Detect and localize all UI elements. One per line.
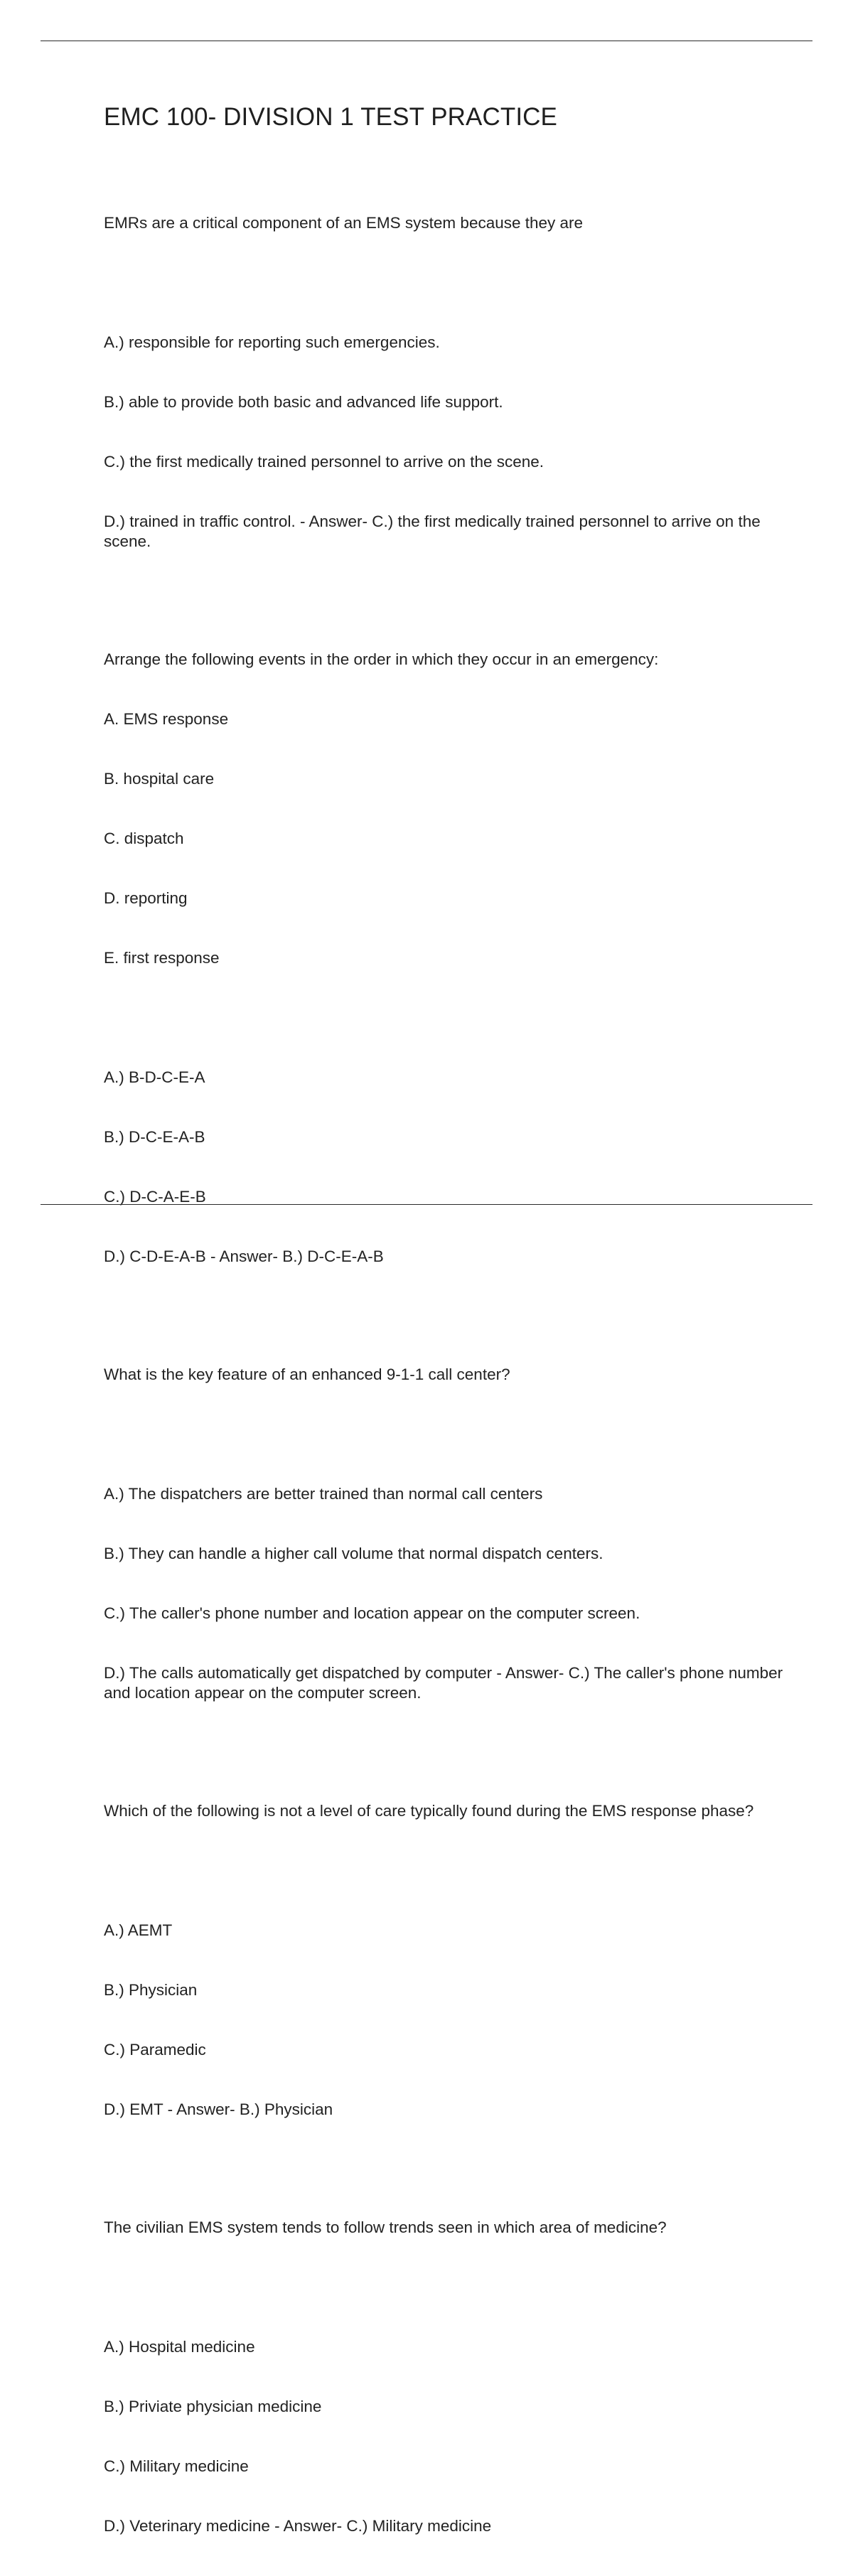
event-item: B. hospital care (104, 770, 215, 788)
spacer (104, 273, 786, 293)
answer-option: B.) They can handle a higher call volume that normal dispatch centers. (104, 1545, 603, 1562)
answer-option: B.) Physician (104, 1981, 198, 1999)
spacer (104, 1861, 786, 1881)
document-title: EMC 100- DIVISION 1 TEST PRACTICE (104, 103, 557, 131)
question-text: What is the key feature of an enhanced 9-1-1 call center? (104, 1365, 510, 1383)
question-text: EMRs are a critical component of an EMS system because they are (104, 214, 584, 232)
event-item: C. dispatch (104, 830, 184, 847)
document-body (104, 100, 786, 2576)
answer-option: C.) D-C-A-E-B (104, 1188, 206, 1206)
question-block (104, 173, 786, 591)
question-text: Arrange the following events in the order in which they occur in an emergency: (104, 650, 659, 668)
answer-option: A.) AEMT (104, 1921, 173, 1939)
answer-option: A.) Hospital medicine (104, 2338, 255, 2356)
answer-option: C.) the first medically trained personnel to arrive on the scene. (104, 453, 544, 471)
spacer (104, 2277, 786, 2297)
answer-option-with-answer: D.) The calls automatically get dispatched by computer - Answer- C.) The caller's phone number and location appear on the computer screen. (104, 1664, 788, 1702)
question-block (104, 1761, 786, 2159)
answer-option: B.) D-C-E-A-B (104, 1128, 205, 1146)
event-item: E. first response (104, 949, 220, 967)
answer-option: C.) Military medicine (104, 2457, 249, 2475)
answer-option: C.) The caller's phone number and location appear on the computer screen. (104, 1604, 640, 1622)
question-text: Which of the following is not a level of care typically found during the EMS response phase? (104, 1802, 754, 1820)
answer-option: C.) Paramedic (104, 2041, 206, 2059)
answer-option: A.) responsible for reporting such emergencies. (104, 333, 440, 351)
answer-option: A.) The dispatchers are better trained than normal call centers (104, 1485, 543, 1503)
answer-option-with-answer: D.) C-D-E-A-B - Answer- B.) D-C-E-A-B (104, 1247, 384, 1265)
bottom-rule (41, 1204, 812, 1205)
answer-option: B.) able to provide both basic and advanced life support. (104, 393, 503, 411)
spacer (104, 1008, 786, 1028)
answer-option: B.) Priviate physician medicine (104, 2398, 322, 2415)
event-item: D. reporting (104, 889, 188, 907)
answer-option-with-answer: D.) EMT - Answer- B.) Physician (104, 2100, 333, 2118)
question-block (104, 1325, 786, 1743)
question-block (104, 2178, 786, 2576)
question-block (104, 610, 786, 1306)
event-item: A. EMS response (104, 710, 229, 728)
question-text: The civilian EMS system tends to follow trends seen in which area of medicine? (104, 2218, 667, 2236)
answer-option: A.) B-D-C-E-A (104, 1068, 205, 1086)
answer-option-with-answer: D.) Veterinary medicine - Answer- C.) Military medicine (104, 2517, 492, 2535)
answer-option-with-answer: D.) trained in traffic control. - Answer- C.) the first medically trained personnel to arrive on the scene. (104, 512, 765, 550)
spacer (104, 1424, 786, 1444)
